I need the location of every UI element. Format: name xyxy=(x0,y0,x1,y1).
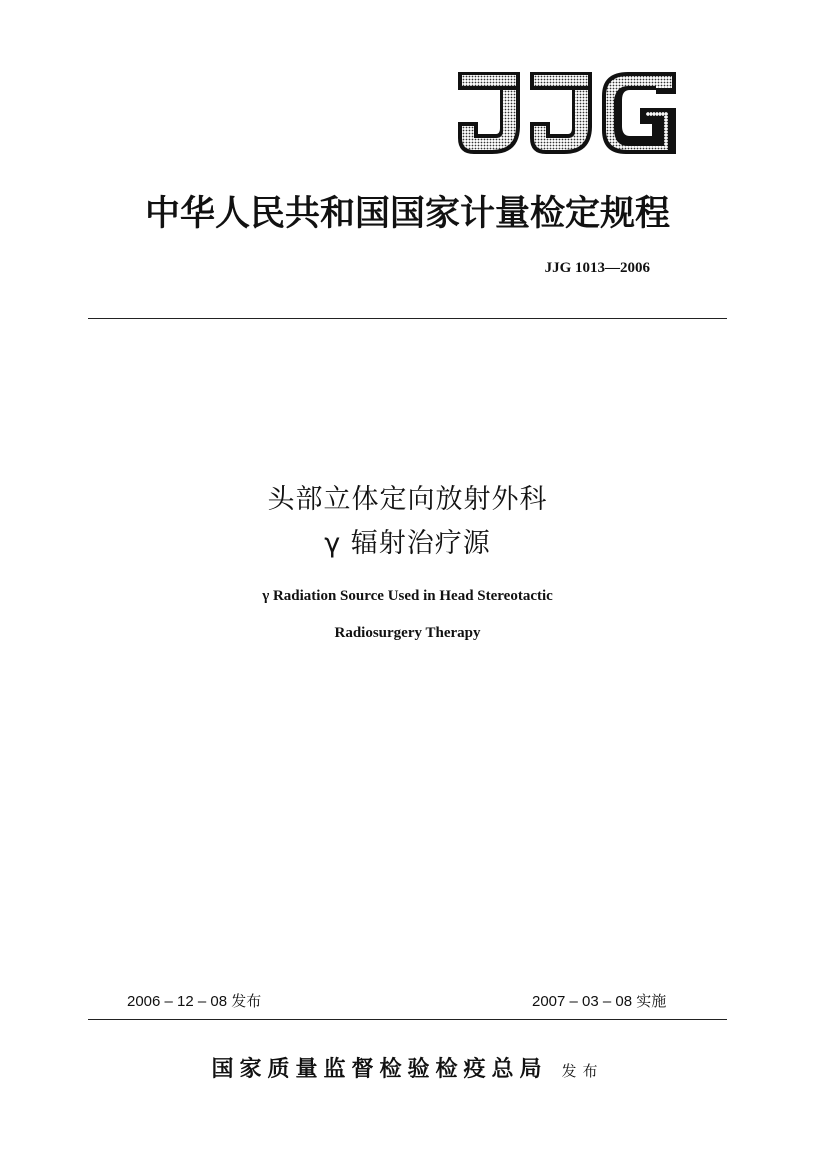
logo-letter-j1 xyxy=(458,72,520,154)
bottom-divider xyxy=(88,1019,727,1020)
logo-letter-j2 xyxy=(530,72,592,154)
effective-date-block xyxy=(532,990,666,1011)
document-title-cn-line2: γ 辐射治疗源 xyxy=(324,528,491,559)
issue-date-block xyxy=(127,990,261,1011)
regulation-series-title: 中华人民共和国国家计量检定规程 xyxy=(144,193,670,234)
publisher-line xyxy=(0,1052,815,1083)
jjg-logo xyxy=(456,66,681,158)
publish-action: 发布 xyxy=(561,1062,604,1080)
logo-letter-g xyxy=(602,72,676,154)
effective-label: 实施 xyxy=(636,992,667,1010)
document-title-cn-line1: 头部立体定向放射外科 xyxy=(267,484,548,515)
effective-date: 2007 – 03 – 08 xyxy=(532,993,633,1010)
issue-label: 发布 xyxy=(231,992,262,1010)
standard-code: JJG 1013—2006 xyxy=(544,260,650,276)
publisher-name: 国家质量监督检验检疫总局 xyxy=(211,1056,548,1082)
document-title-en-line2: Radiosurgery Therapy xyxy=(334,625,481,641)
document-title-en-line1: γ Radiation Source Used in Head Stereotactic xyxy=(262,588,553,604)
top-divider xyxy=(88,318,727,319)
issue-date: 2006 – 12 – 08 xyxy=(127,993,228,1010)
